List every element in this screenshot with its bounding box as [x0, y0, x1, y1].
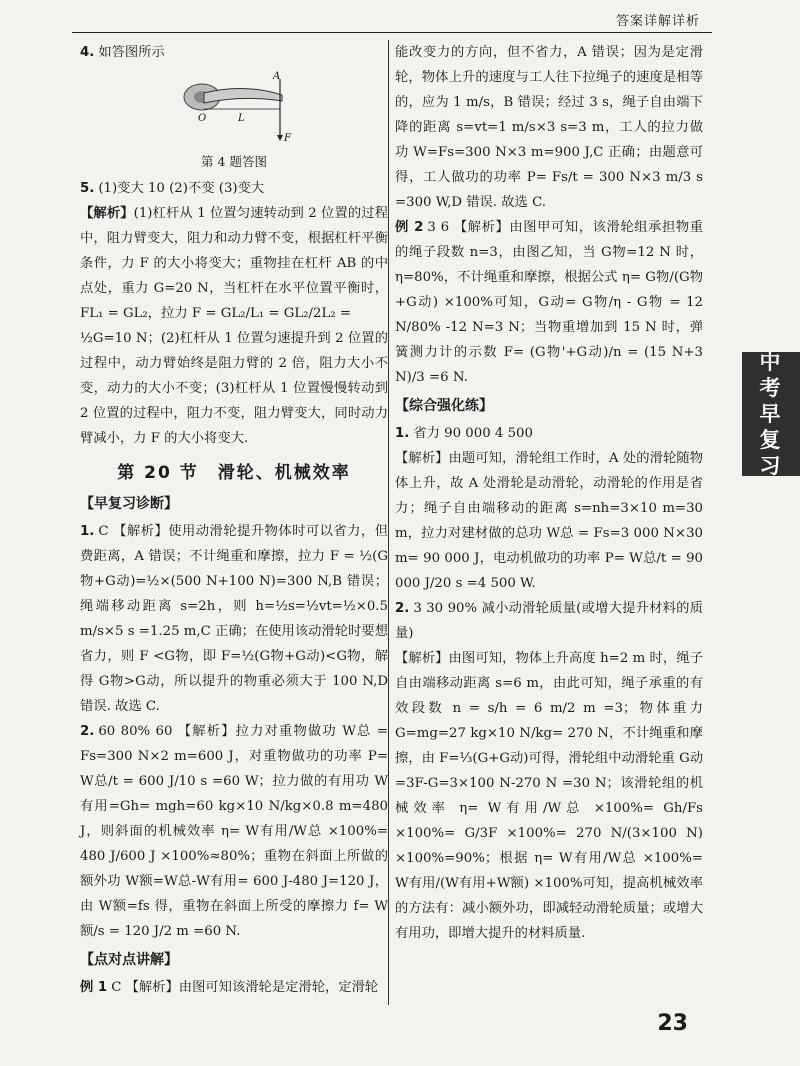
r1-analysis: 【解析】由题可知，滑轮组工作时，A 处的滑轮随物体上升，故 A 处滑轮是动滑轮，动滑轮的作用是省力；绳子自由端移动的距离 s=nh=3×10 m=30 m，拉力对建材做的总功 W总 = Fs=3 000 N×30 m= 90 000 J，电动机做功的功率 P= W总/t = 90 000 J/20 s =4 500 W.	[395, 451, 703, 591]
q4: 4. 如答图所示	[80, 45, 165, 60]
subsection-explain: 【点对点讲解】	[80, 952, 178, 968]
q1: 1. C 【解析】使用动滑轮提升物体时可以省力，但费距离，A 错误；不计绳重和摩擦，拉力 F = ½(G物+G动)=½×(500 N+100 N)=300 N,B 错误；绳端移动距离 s=2h，则 h=½s=½vt=½×0.5 m/s×5 s =1.25 m,C 正确；在使用该动滑轮时要想省力，则 F <G物，即 F=½(G物+G动)<G物，解得 G物>G动，所以提升的物重必须大于 100 N,D 错误. 故选 C.	[80, 524, 388, 714]
q2: 2. 60 80% 60 【解析】拉力对重物做功 W总 = Fs=300 N×2 m=600 J，对重物做功的功率 P= W总/t = 600 J/10 s =60 W；拉力做的有用功 W有用=Gh= mgh=60 kg×10 N/kg×0.8 m=480 J，则斜面的机械效率 η= W有用/W总 ×100%= 480 J/600 J ×100%≈80%；重物在斜面上所做的额外功 W额=W总-W有用= 600 J-480 J=120 J，由 W额=fs 得，重物在斜面上所受的摩擦力 f= W额/s = 120 J/2 m =60 N.	[80, 724, 388, 939]
q5-analysis: 【解析】(1)杠杆从 1 位置匀速转动到 2 位置的过程中，阻力臂变大，阻力和动力臂不变，根据杠杆平衡条件，力 F 的大小将变大；重物挂在杠杆 AB 的中点处，重力 G=20 N，当杠杆在水平位置平衡时，FL₁ = GL₂，拉力 F = GL₂/L₁ = GL₂/2L₂ =	[80, 206, 388, 321]
example-2: 例 2 3 6 【解析】由图甲可知，该滑轮组承担物重的绳子段数 n=3，由图乙知，当 G物=12 N 时，η=80%，不计绳重和摩擦，根据公式 η= G物/(G物+G动) ×100%可知，G动= G物/η - G物 = 12 N/80% -12 N=3 N；当物重增加到 15 N 时，弹簧测力计的示数 F= (G物'+G动)/n = (15 N+3 N)/3 =6 N.	[395, 220, 704, 385]
fig-label-a: A	[273, 71, 281, 82]
left-column	[80, 40, 388, 1000]
subsection-practice: 【综合强化练】	[395, 398, 493, 414]
page-number: 23	[657, 1011, 688, 1036]
column-divider	[388, 40, 389, 1005]
q5-answer: 5. (1)变大 10 (2)不变 (3)变大	[80, 181, 265, 196]
right-column	[395, 40, 703, 946]
example-1-cont: 能改变力的方向，但不省力，A 错误；因为是定滑轮，物体上升的速度与工人往下拉绳子的速度是相等的，应为 1 m/s，B 错误；经过 3 s，绳子自由端下降的距离 s=vt=1 m/s×3 s=3 m，工人的拉力做功 W=Fs=300 N×3 m=900 J,C 正确；由题意可得，工人做功的功率 P= Fs/t = 300 N×3 m/3 s =300 W,D 错误. 故选 C.	[395, 45, 703, 210]
example-1: 例 1 C 【解析】由图可知该滑轮是定滑轮，定滑轮	[80, 980, 379, 995]
side-tab-char: 考	[759, 376, 783, 400]
q5-analysis-cont: ½G=10 N；(2)杠杆从 1 位置匀速提升到 2 位置的过程中，动力臂始终是阻力臂的 2 倍，阻力大小不变，动力的大小不变；(3)杠杆从 1 位置慢慢转动到 2 位置的过程中，阻力不变，阻力臂变大，同时动力臂减小，力 F 的大小将变大.	[80, 331, 388, 446]
side-tab	[742, 352, 800, 476]
section-title: 第 20 节 滑轮、机械效率	[117, 463, 351, 483]
fig-label-o: O	[198, 113, 207, 124]
lever-figure	[174, 69, 294, 149]
header-rule	[72, 32, 712, 33]
side-tab-char: 早	[759, 402, 783, 426]
header-title: 答案详解详析	[615, 14, 700, 29]
r2-analysis: 【解析】由图可知，物体上升高度 h=2 m 时，绳子自由端移动距离 s=6 m，由此可知，绳子承重的有效段数 n = s/h = 6 m/2 m =3；物体重力 G=mg=27 kg×10 N/kg= 270 N，不计绳重和摩擦，由 F=⅓(G+G动)可得，滑轮组中动滑轮重 G动=3F-G=3×100 N-270 N =30 N；该滑轮组的机械效率 η= W有用/W总 ×100%= Gh/Fs ×100%= G/3F ×100%= 270 N/(3×100 N) ×100%=90%；根据 η= W有用/W总 ×100%= W有用/(W有用+W额) ×100%可知，提高机械效率的方法有：减小额外功，即减轻动滑轮质量；或增大有用功，即增大提升的材料质量.	[395, 651, 703, 941]
fig-label-l: L	[238, 113, 245, 124]
side-tab-char: 复	[759, 428, 783, 452]
fig-label-f: F	[284, 133, 291, 144]
side-tab-char: 中	[759, 350, 783, 374]
figure-caption: 第 4 题答图	[201, 154, 267, 169]
r2-answer: 2. 3 30 90% 减小动滑轮质量(或增大提升材料的质量)	[395, 601, 703, 641]
side-tab-char: 习	[759, 454, 783, 478]
r1-answer: 1. 省力 90 000 4 500	[395, 426, 533, 441]
subsection-review: 【早复习诊断】	[80, 496, 178, 512]
